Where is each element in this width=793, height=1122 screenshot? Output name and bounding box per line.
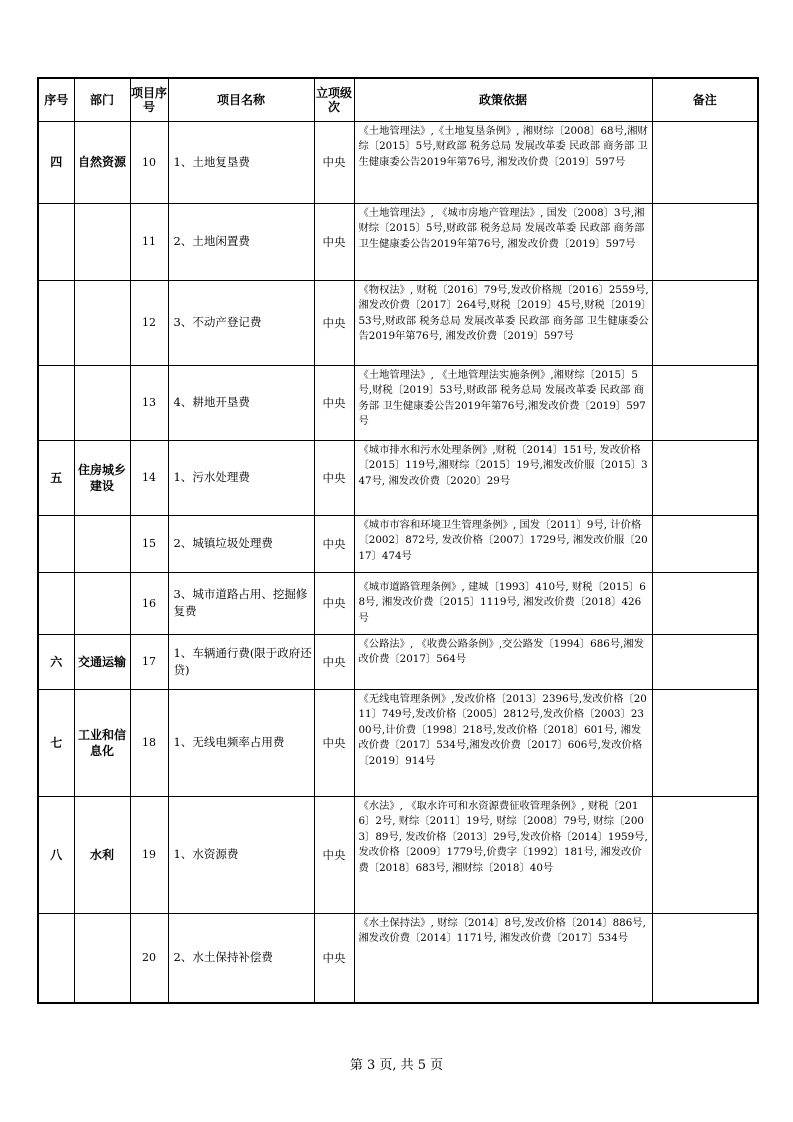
row-seq: 四 [38,121,74,203]
row-remark [652,203,758,280]
row-item-no: 18 [130,689,168,796]
row-item-no: 17 [130,634,168,689]
header-item-name: 项目名称 [168,78,314,121]
table-row [38,280,758,365]
row-item-no: 14 [130,440,168,515]
row-remark [652,440,758,515]
row-basis: 《水法》, 《取水许可和水资源费征收管理条例》, 财税〔2016〕2号, 财综〔2011〕19号, 财综〔2008〕79号, 财综〔2003〕89号, 发改价格〔2013〕29号,发改价格〔2014〕1959号,发改价格〔2009〕1779号,价费字〔1992〕181号, 湘发改价费〔2018〕683号, 湘财综〔2018〕40号 [354,796,652,913]
row-item-no: 15 [130,515,168,572]
row-level: 中央 [314,634,354,689]
row-item-no: 19 [130,796,168,913]
row-dept: 自然资源 [74,121,130,203]
row-level: 中央 [314,689,354,796]
row-item-name: 2、土地闲置费 [168,203,314,280]
row-remark [652,280,758,365]
row-remark [652,365,758,440]
row-basis: 《土地管理法》, 《土地管理法实施条例》,湘财综〔2015〕5号,财税〔2019〕53号,财政部 税务总局 发展改革委 民政部 商务部 卫生健康委公告2019年第76号,湘发改价费〔2019〕597号 [354,365,652,440]
header-remark: 备注 [652,78,758,121]
row-basis: 《土地管理法》,《土地复垦条例》, 湘财综〔2008〕68号,湘财综〔2015〕5号,财政部 税务总局 发展改革委 民政部 商务部 卫生健康委公告2019年第76号, 湘发改价费〔2019〕597号 [354,121,652,203]
row-seq: 五 [38,440,74,515]
row-seq [38,572,74,634]
row-item-no: 20 [130,913,168,1003]
row-remark [652,796,758,913]
row-basis: 《物权法》, 财税〔2016〕79号,发改价格规〔2016〕2559号, 湘发改价费〔2017〕264号,财税〔2019〕45号,财税〔2019〕53号,财政部 税务总局 发展改革委 民政部 商务部 卫生健康委公告2019年第76号, 湘发改价费〔2019〕597号 [354,280,652,365]
row-basis: 《公路法》, 《收费公路条例》,交公路发〔1994〕686号,湘发改价费〔2017〕564号 [354,634,652,689]
row-seq: 六 [38,634,74,689]
row-dept [74,365,130,440]
row-basis: 《城市市容和环境卫生管理条例》, 国发〔2011〕9号, 计价格〔2002〕872号, 发改价格〔2007〕1729号, 湘发改价服〔2017〕474号 [354,515,652,572]
row-dept: 工业和信息化 [74,689,130,796]
row-level: 中央 [314,203,354,280]
row-seq [38,280,74,365]
header-dept: 部门 [74,78,130,121]
row-seq [38,365,74,440]
table-row [38,913,758,1003]
fee-table [37,77,759,1004]
row-level: 中央 [314,515,354,572]
row-level: 中央 [314,365,354,440]
row-item-name: 1、无线电频率占用费 [168,689,314,796]
row-dept [74,572,130,634]
row-level: 中央 [314,572,354,634]
row-item-no: 12 [130,280,168,365]
row-item-name: 2、城镇垃圾处理费 [168,515,314,572]
row-item-no: 11 [130,203,168,280]
row-item-name: 3、城市道路占用、挖掘修复费 [168,572,314,634]
row-dept [74,913,130,1003]
row-item-no: 13 [130,365,168,440]
header-basis: 政策依据 [354,78,652,121]
row-item-name: 2、水土保持补偿费 [168,913,314,1003]
row-item-name: 4、耕地开垦费 [168,365,314,440]
table-row [38,689,758,796]
page-footer: 第 3 页, 共 5 页 [349,1058,444,1073]
row-remark [652,634,758,689]
row-item-no: 16 [130,572,168,634]
header-level: 立项级次 [314,78,354,121]
row-basis: 《无线电管理条例》,发改价格〔2013〕2396号,发改价格〔2011〕749号,发改价格〔2005〕2812号,发改价格〔2003〕2300号,计价费〔1998〕218号,发改价格〔2018〕601号, 湘发改价费〔2017〕534号,湘发改价费〔2017〕606号,发改价格〔2019〕914号 [354,689,652,796]
row-dept: 水利 [74,796,130,913]
row-basis: 《城市道路管理条例》, 建城〔1993〕410号, 财税〔2015〕68号, 湘发改价费〔2015〕1119号, 湘发改价费〔2018〕426号 [354,572,652,634]
row-dept: 住房城乡建设 [74,440,130,515]
row-dept: 交通运输 [74,634,130,689]
table-row [38,440,758,515]
table-row [38,634,758,689]
table-row [38,515,758,572]
row-level: 中央 [314,121,354,203]
row-seq [38,515,74,572]
row-item-name: 1、土地复垦费 [168,121,314,203]
header-item-no: 项目序号 [130,78,168,121]
row-level: 中央 [314,913,354,1003]
row-level: 中央 [314,796,354,913]
row-dept [74,280,130,365]
row-basis: 《水土保持法》, 财综〔2014〕8号,发改价格〔2014〕886号, 湘发改价费〔2014〕1171号, 湘发改价费〔2017〕534号 [354,913,652,1003]
header-row [38,78,758,121]
row-item-no: 10 [130,121,168,203]
row-remark [652,121,758,203]
table-row [38,203,758,280]
row-dept [74,203,130,280]
row-item-name: 3、不动产登记费 [168,280,314,365]
row-seq: 七 [38,689,74,796]
header-seq: 序号 [38,78,74,121]
row-level: 中央 [314,280,354,365]
row-basis: 《城市排水和污水处理条例》,财税〔2014〕151号, 发改价格〔2015〕119号,湘财综〔2015〕19号,湘发改价服〔2015〕347号, 湘发改价费〔2020〕29号 [354,440,652,515]
row-dept [74,515,130,572]
row-level: 中央 [314,440,354,515]
table-row [38,365,758,440]
row-remark [652,689,758,796]
row-seq [38,913,74,1003]
row-item-name: 1、水资源费 [168,796,314,913]
table-row [38,572,758,634]
row-remark [652,515,758,572]
row-seq [38,203,74,280]
table-row [38,121,758,203]
row-basis: 《土地管理法》, 《城市房地产管理法》, 国发〔2008〕3号,湘财综〔2015〕5号,财政部 税务总局 发展改革委 民政部 商务部 卫生健康委公告2019年第76号, 湘发改价费〔2019〕597号 [354,203,652,280]
table-row [38,796,758,913]
row-remark [652,913,758,1003]
row-seq: 八 [38,796,74,913]
row-item-name: 1、车辆通行费(限于政府还贷) [168,634,314,689]
row-item-name: 1、污水处理费 [168,440,314,515]
row-remark [652,572,758,634]
